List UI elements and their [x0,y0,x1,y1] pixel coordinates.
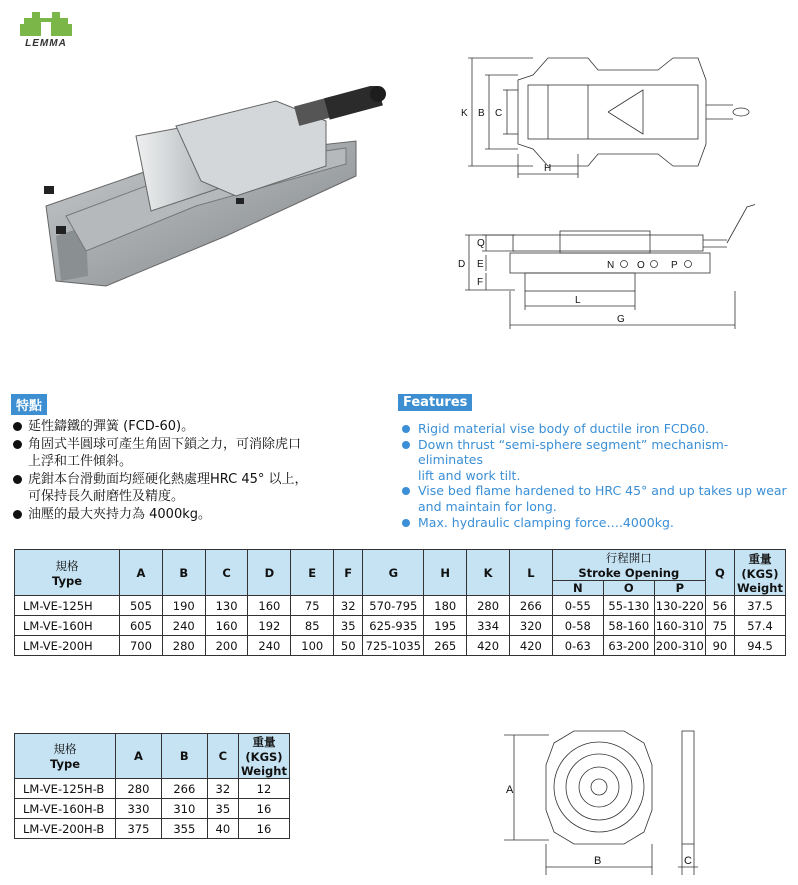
header-b: B [162,550,205,596]
feature-en-item: Down thrust “semi-sphere segment” mechanism-eliminates lift and work tilt. [398,437,788,484]
header-c: C [205,550,248,596]
base-row [15,799,290,819]
dim-label-d: D [458,259,466,270]
dim-label-n: N [607,260,615,271]
top-view-drawing [458,50,758,185]
dim-label-q: Q [477,238,485,249]
dim-label-a: A [506,784,514,796]
header-e: E [291,550,334,596]
main-cell: 55-130 [603,596,654,616]
main-cell: 420 [467,636,510,656]
main-cell: 0-63 [552,636,603,656]
main-cell: 90 [705,636,734,656]
header-f: F [334,550,363,596]
base-header-b: B [161,734,207,779]
main-cell: 280 [162,636,205,656]
base-cell: 375 [116,819,162,839]
main-cell: 56 [705,596,734,616]
main-cell: 240 [248,636,291,656]
main-cell: 266 [509,596,552,616]
brand-logo [14,6,78,54]
main-cell: 50 [334,636,363,656]
base-cell: 310 [161,799,207,819]
feature-en-item: Max. hydraulic clamping force….4000kg. [398,515,788,531]
main-cell: 200 [205,636,248,656]
base-header-type: 規格 Type [15,734,116,779]
side-view-drawing [455,195,755,335]
main-cell: 700 [120,636,163,656]
header-k: K [467,550,510,596]
header-n: N [552,581,603,596]
main-cell: LM-VE-125H [15,596,120,616]
main-row [15,616,786,636]
logo-text: LEMMA [25,38,67,49]
main-cell: 63-200 [603,636,654,656]
main-cell: 160-310 [654,616,705,636]
base-cell: 266 [161,779,207,799]
main-cell: 195 [424,616,467,636]
main-cell: 725-1035 [363,636,424,656]
feature-zh-item: 油壓的最大夾持力為 4000kg。 [11,506,371,524]
dim-label-b: B [478,108,485,119]
dim-label-o: O [637,260,645,271]
main-cell: LM-VE-200H [15,636,120,656]
main-cell: 57.4 [735,616,786,636]
main-cell: 85 [291,616,334,636]
dim-label-h: H [544,163,552,174]
main-cell: 58-160 [603,616,654,636]
header-h: H [424,550,467,596]
dim-label-p: P [671,260,678,271]
base-cell: 40 [207,819,238,839]
main-cell: 75 [291,596,334,616]
main-cell: 37.5 [735,596,786,616]
main-cell: 625-935 [363,616,424,636]
main-cell: 130-220 [654,596,705,616]
features-zh-title: 特點 [11,394,47,415]
main-cell: 0-55 [552,596,603,616]
dim-label-e: E [477,259,484,270]
base-cell: LM-VE-160H-B [15,799,116,819]
main-cell: 100 [291,636,334,656]
main-cell: 265 [424,636,467,656]
main-cell: 180 [424,596,467,616]
header-a: A [120,550,163,596]
features-en-title: Features [398,394,472,411]
header-g: G [363,550,424,596]
main-spec-table [14,549,786,656]
base-header-c: C [207,734,238,779]
main-cell: 200-310 [654,636,705,656]
header-q: Q [705,550,734,596]
main-cell: 334 [467,616,510,636]
header-weight: 重量 (KGS) Weight [735,550,786,596]
main-cell: 605 [120,616,163,636]
base-cell: 32 [207,779,238,799]
dim-label-b: B [594,855,602,867]
base-cell: LM-VE-125H-B [15,779,116,799]
features-en-list [398,421,788,530]
main-cell: 160 [248,596,291,616]
features-zh-list [11,418,371,523]
main-cell: 420 [509,636,552,656]
base-cell: 16 [239,819,290,839]
base-cell: 330 [116,799,162,819]
feature-en-item: Rigid material vise body of ductile iron FCD60. [398,421,788,437]
feature-zh-item: 虎鉗本台滑動面均經硬化熱處理HRC 45° 以上， 可保持長久耐磨性及精度。 [11,471,371,506]
main-cell: 192 [248,616,291,636]
main-cell: 280 [467,596,510,616]
header-p: P [654,581,705,596]
main-cell: 130 [205,596,248,616]
base-cell: 16 [239,799,290,819]
main-row [15,636,786,656]
dim-label-f: F [477,277,484,288]
base-row [15,819,290,839]
main-cell: 75 [705,616,734,636]
main-cell: 160 [205,616,248,636]
base-cell: 35 [207,799,238,819]
main-cell: 35 [334,616,363,636]
header-d: D [248,550,291,596]
base-cell: 355 [161,819,207,839]
main-cell: 505 [120,596,163,616]
base-cell: 280 [116,779,162,799]
header-type: 規格 Type [15,550,120,596]
base-header-a: A [116,734,162,779]
main-cell: 190 [162,596,205,616]
main-row [15,596,786,616]
main-cell: 0-58 [552,616,603,636]
feature-zh-item: 延性鑄鐵的彈簧 (FCD-60)。 [11,418,371,436]
main-cell: LM-VE-160H [15,616,120,636]
dim-label-k: K [461,108,468,119]
feature-zh-item: 角固式半圓球可產生角固下鎖之力，可消除虎口 上浮和工件傾斜。 [11,436,371,471]
base-row [15,779,290,799]
main-cell: 32 [334,596,363,616]
base-cell: 12 [239,779,290,799]
base-cell: LM-VE-200H-B [15,819,116,839]
main-cell: 94.5 [735,636,786,656]
vise-photo [26,86,398,294]
base-header-weight: 重量 (KGS) Weight [239,734,290,779]
main-cell: 240 [162,616,205,636]
main-cell: 570-795 [363,596,424,616]
header-l: L [509,550,552,596]
logo-mark [14,6,78,38]
feature-en-item: Vise bed flame hardened to HRC 45° and up takes up wear and maintain for long. [398,483,788,514]
dim-label-g: G [617,314,625,325]
base-plate-drawing [494,725,704,880]
dim-label-c: C [495,108,503,119]
base-spec-table [14,733,290,839]
dim-label-c: C [684,855,692,867]
header-stroke: 行程開口 Stroke Opening [552,550,705,581]
dim-label-l: L [575,295,581,306]
header-o: O [603,581,654,596]
main-cell: 320 [509,616,552,636]
